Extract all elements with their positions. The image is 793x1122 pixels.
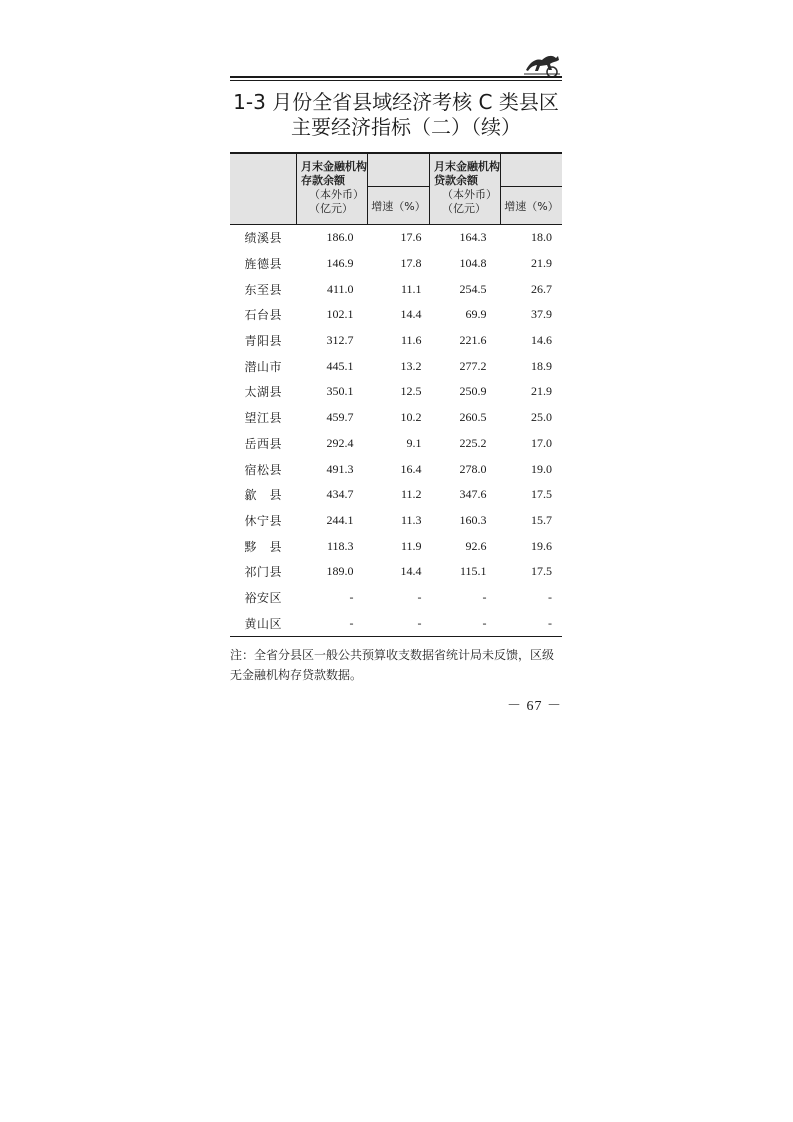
loan-amount-cell: 160.3 [459, 512, 487, 527]
deposit-amount-cell: 244.1 [326, 512, 354, 527]
loan-amount-cell: - [482, 589, 487, 604]
deposit-rate-cell: 11.1 [400, 281, 422, 296]
table-row [230, 456, 562, 482]
table-row [230, 353, 562, 379]
loan-amount-cell: 260.5 [459, 410, 487, 425]
loan-rate-cell: 17.0 [531, 435, 552, 450]
county-name-cell: 太湖县 [244, 385, 282, 400]
title-line-2: 主要经济指标（二）（续） [291, 115, 521, 139]
loan-rate-cell: 14.6 [531, 333, 552, 348]
county-name-cell: 岳西县 [244, 436, 282, 451]
table-row [230, 328, 562, 354]
deposit-amount-cell: 445.1 [326, 358, 354, 373]
deposit-amount-cell: 434.7 [326, 487, 354, 502]
loan-amount-cell: 69.9 [465, 307, 487, 322]
table-row [230, 276, 562, 302]
loan-rate-cell: 21.9 [531, 256, 552, 271]
deposit-rate-cell: - [417, 589, 422, 604]
deposit-rate-cell: 14.4 [400, 564, 422, 579]
deposit-rate-cell: 11.9 [400, 538, 422, 553]
deposit-rate-cell: 16.4 [400, 461, 422, 476]
loan-rate-cell: 19.0 [531, 461, 552, 476]
loan-rate-cell: 18.0 [531, 230, 552, 245]
deposit-amount-cell: 102.1 [326, 307, 354, 322]
loan-rate-cell: 15.7 [531, 512, 552, 527]
table-row [230, 431, 562, 457]
county-name-cell: 休宁县 [244, 513, 282, 528]
deposit-amount-cell: - [297, 610, 368, 636]
header-loan-unit: （本外币）（亿元） [442, 188, 498, 215]
header-deposit-rate: 增速（%） [368, 187, 430, 225]
county-name-cell: 歙 县 [244, 488, 282, 503]
loan-rate-cell: - [501, 610, 562, 636]
table-row [230, 508, 562, 534]
title-line-1: 1-3 月份全省县域经济考核 C 类县区 [233, 90, 559, 114]
header-loan-rate: 增速（%） [501, 187, 562, 225]
table-row [230, 482, 562, 508]
deposit-amount-cell: 186.0 [326, 230, 354, 245]
deposit-rate-cell: 11.3 [400, 512, 422, 527]
loan-rate-cell: 18.9 [531, 358, 552, 373]
county-name-cell: 黟 县 [244, 539, 282, 554]
county-name-cell: 望江县 [244, 411, 282, 426]
county-name-cell: 祁门县 [244, 565, 282, 580]
deposit-rate-cell: 11.6 [400, 333, 422, 348]
deposit-rate-cell: 13.2 [400, 358, 422, 373]
header-deposit-unit: （本外币）（亿元） [309, 188, 364, 215]
deposit-amount-cell: - [349, 589, 354, 604]
economic-indicators-table [230, 152, 562, 637]
county-name-cell: 旌德县 [244, 257, 282, 272]
county-name-cell: 青阳县 [244, 334, 282, 349]
county-name-cell: 绩溪县 [244, 231, 282, 246]
page-header [230, 40, 562, 80]
header-loan-amount [430, 153, 501, 225]
deposit-amount-cell: 459.7 [326, 410, 354, 425]
header-rule-thin [230, 80, 562, 81]
deposit-amount-cell: 292.4 [326, 435, 354, 450]
table-row [230, 251, 562, 277]
loan-rate-cell: 37.9 [531, 307, 552, 322]
county-name-cell: 东至县 [244, 282, 282, 297]
county-name-cell: 潜山市 [244, 359, 282, 374]
loan-amount-cell: 115.1 [459, 564, 487, 579]
loan-rate-cell: 25.0 [531, 410, 552, 425]
loan-amount-cell: 277.2 [459, 358, 487, 373]
loan-rate-cell: 19.6 [531, 538, 552, 553]
header-loan-amount-label: 月末金融机构贷款余额 [434, 160, 501, 187]
deposit-rate-cell: 10.2 [400, 410, 422, 425]
county-name-cell: 裕安区 [244, 590, 282, 605]
table-body [230, 225, 562, 637]
loan-rate-cell: 26.7 [531, 281, 552, 296]
loan-rate-cell: 21.9 [531, 384, 552, 399]
loan-amount-cell: 278.0 [459, 461, 487, 476]
table-row [230, 585, 562, 611]
table-row [230, 559, 562, 585]
loan-rate-cell: - [548, 589, 552, 604]
deposit-amount-cell: 411.0 [326, 281, 354, 296]
table-row [230, 533, 562, 559]
document-page [230, 40, 562, 715]
deposit-rate-cell: 12.5 [400, 384, 422, 399]
header-loan-rate-top [501, 153, 562, 187]
deposit-rate-cell: - [368, 610, 430, 636]
loan-amount-cell: 250.9 [459, 384, 487, 399]
loan-rate-cell: 17.5 [531, 487, 552, 502]
loan-amount-cell: 221.6 [459, 333, 487, 348]
deposit-amount-cell: 312.7 [326, 333, 354, 348]
loan-amount-cell: 347.6 [459, 487, 487, 502]
county-name-cell: 黄山区 [230, 610, 297, 636]
header-deposit-amount [297, 153, 368, 225]
table-row [230, 405, 562, 431]
loan-amount-cell: 104.8 [459, 256, 487, 271]
deposit-amount-cell: 189.0 [326, 564, 354, 579]
deposit-amount-cell: 491.3 [326, 461, 354, 476]
deposit-rate-cell: 9.1 [406, 435, 422, 450]
loan-amount-cell: 254.5 [459, 281, 487, 296]
deposit-amount-cell: 118.3 [326, 538, 354, 553]
table-title [230, 90, 562, 140]
horse-chariot-logo-icon [522, 48, 562, 78]
table-row [230, 302, 562, 328]
table-row [230, 610, 562, 636]
header-deposit-amount-label: 月末金融机构存款余额 [301, 160, 367, 187]
deposit-amount-cell: 146.9 [326, 256, 354, 271]
county-name-cell: 宿松县 [244, 462, 282, 477]
loan-amount-cell: - [430, 610, 501, 636]
deposit-rate-cell: 17.8 [400, 256, 422, 271]
deposit-rate-cell: 17.6 [400, 230, 422, 245]
table-row [230, 379, 562, 405]
table-row [230, 225, 562, 251]
county-name-cell: 石台县 [244, 308, 282, 323]
loan-amount-cell: 92.6 [465, 538, 487, 553]
page-number: － 67 － [507, 699, 562, 714]
loan-amount-cell: 225.2 [459, 435, 487, 450]
footnote: 注：全省分县区一般公共预算收支数据省统计局未反馈，区级无金融机构存贷款数据。 [230, 648, 555, 682]
deposit-rate-cell: 11.2 [400, 487, 422, 502]
deposit-amount-cell: 350.1 [326, 384, 354, 399]
header-corner-cell [230, 153, 297, 225]
loan-amount-cell: 164.3 [459, 230, 487, 245]
deposit-rate-cell: 14.4 [400, 307, 422, 322]
header-deposit-rate-top [368, 153, 430, 187]
loan-rate-cell: 17.5 [531, 564, 552, 579]
header-rule-thick [230, 76, 562, 78]
